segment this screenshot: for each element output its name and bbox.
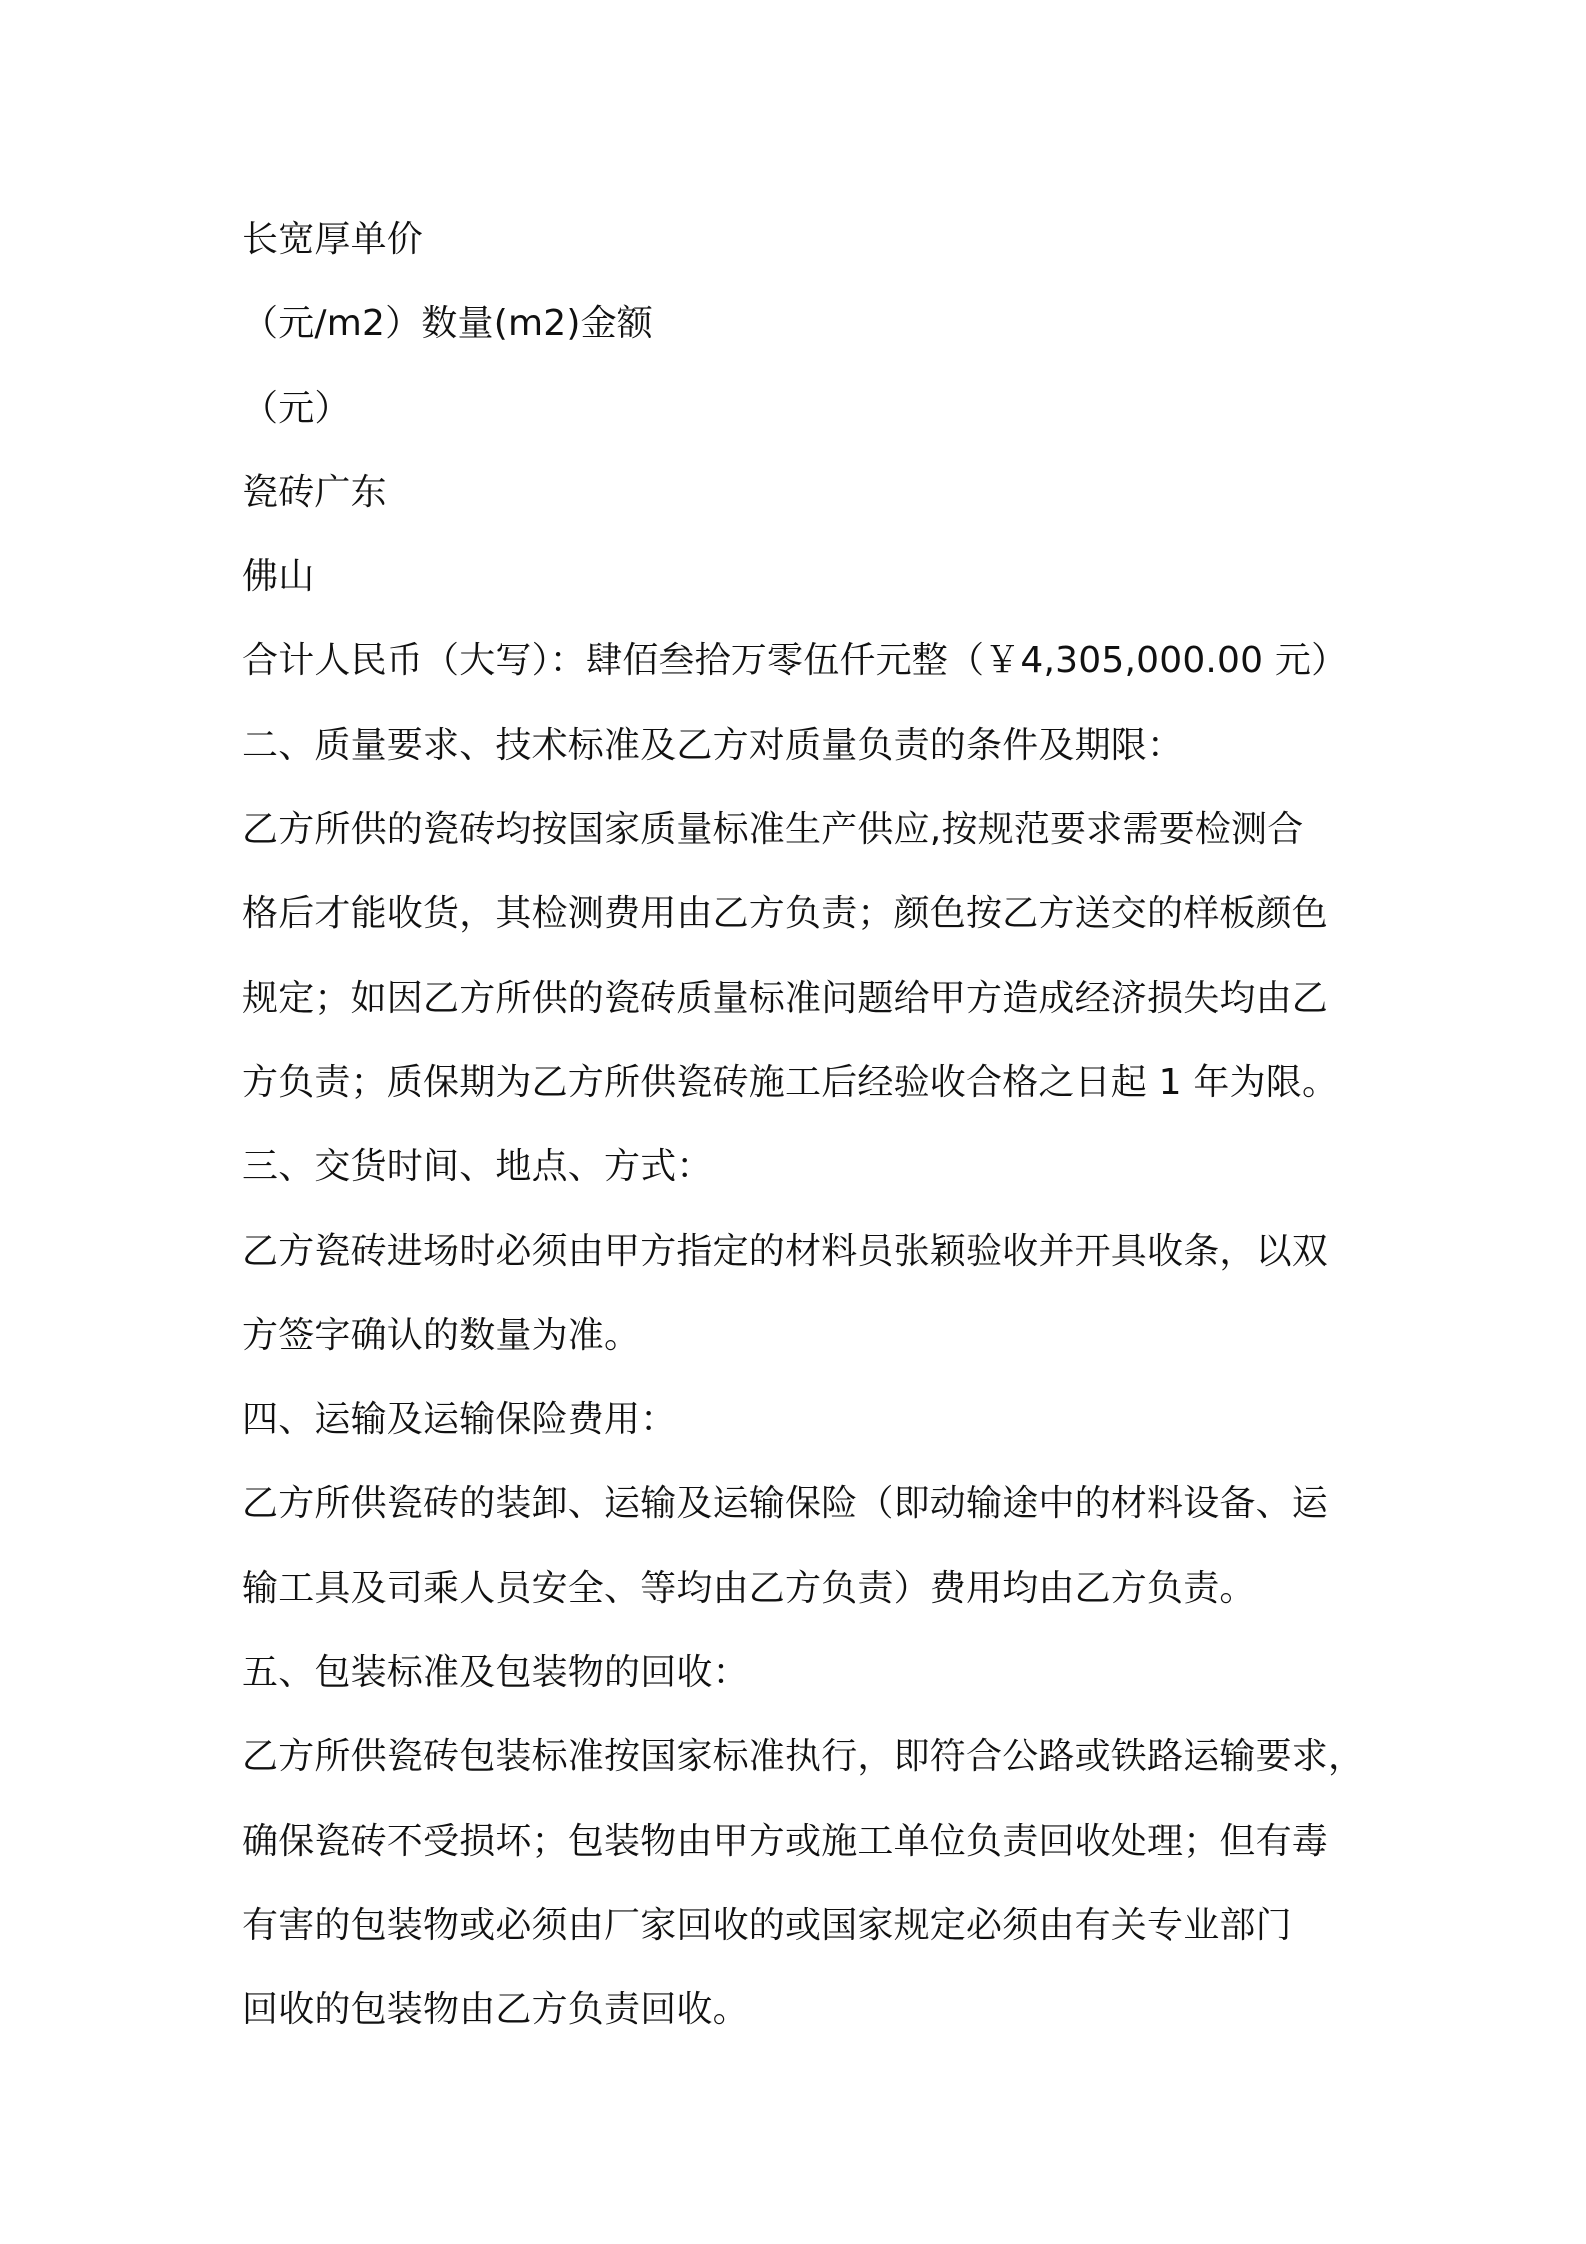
table-row-product: 瓷砖广东: [242, 471, 387, 513]
paragraph-line: 输工具及司乘人员安全、等均由乙方负责）费用均由乙方负责。: [242, 1567, 1256, 1609]
paragraph-line: 方签字确认的数量为准。: [242, 1314, 641, 1356]
section-heading-delivery: 三、交货时间、地点、方式：: [242, 1146, 713, 1188]
table-header-line-3: （元）: [242, 387, 351, 429]
paragraph-line: 乙方所供瓷砖的装卸、运输及运输保险（即动输途中的材料设备、运: [242, 1483, 1329, 1525]
paragraph-line: 有害的包装物或必须由厂家回收的或国家规定必须由有关专业部门: [242, 1904, 1292, 1946]
paragraph-line: 乙方瓷砖进场时必须由甲方指定的材料员张颖验收并开具收条，以双: [242, 1230, 1329, 1272]
paragraph-line: 规定；如因乙方所供的瓷砖质量标准问题给甲方造成经济损失均由乙: [242, 977, 1329, 1019]
table-header-line-2: （元/m2）数量(m2)金额: [242, 303, 653, 345]
section-heading-packaging: 五、包装标准及包装物的回收：: [242, 1652, 749, 1694]
document-body: [242, 198, 1392, 2053]
paragraph-line: 乙方所供的瓷砖均按国家质量标准生产供应,按规范要求需要检测合: [242, 809, 1304, 851]
section-heading-quality: 二、质量要求、技术标准及乙方对质量负责的条件及期限：: [242, 724, 1184, 766]
paragraph-line: 回收的包装物由乙方负责回收。: [242, 1989, 749, 2031]
section-heading-transport: 四、运输及运输保险费用：: [242, 1399, 677, 1441]
table-row-origin: 佛山: [242, 556, 315, 598]
table-header-line-1: 长宽厚单价: [242, 219, 424, 260]
paragraph-line: 格后才能收货，其检测费用由乙方负责；颜色按乙方送交的样板颜色: [242, 893, 1329, 935]
total-amount-line: 合计人民币（大写）：肆佰叁拾万零伍仟元整（￥4,305,000.00 元）: [242, 640, 1348, 682]
paragraph-line: 确保瓷砖不受损坏；包装物由甲方或施工单位负责回收处理；但有毒: [242, 1820, 1329, 1862]
paragraph-line: 乙方所供瓷砖包装标准按国家标准执行，即符合公路或铁路运输要求，: [242, 1736, 1365, 1778]
paragraph-line: 方负责；质保期为乙方所供瓷砖施工后经验收合格之日起 1 年为限。: [242, 1061, 1339, 1103]
